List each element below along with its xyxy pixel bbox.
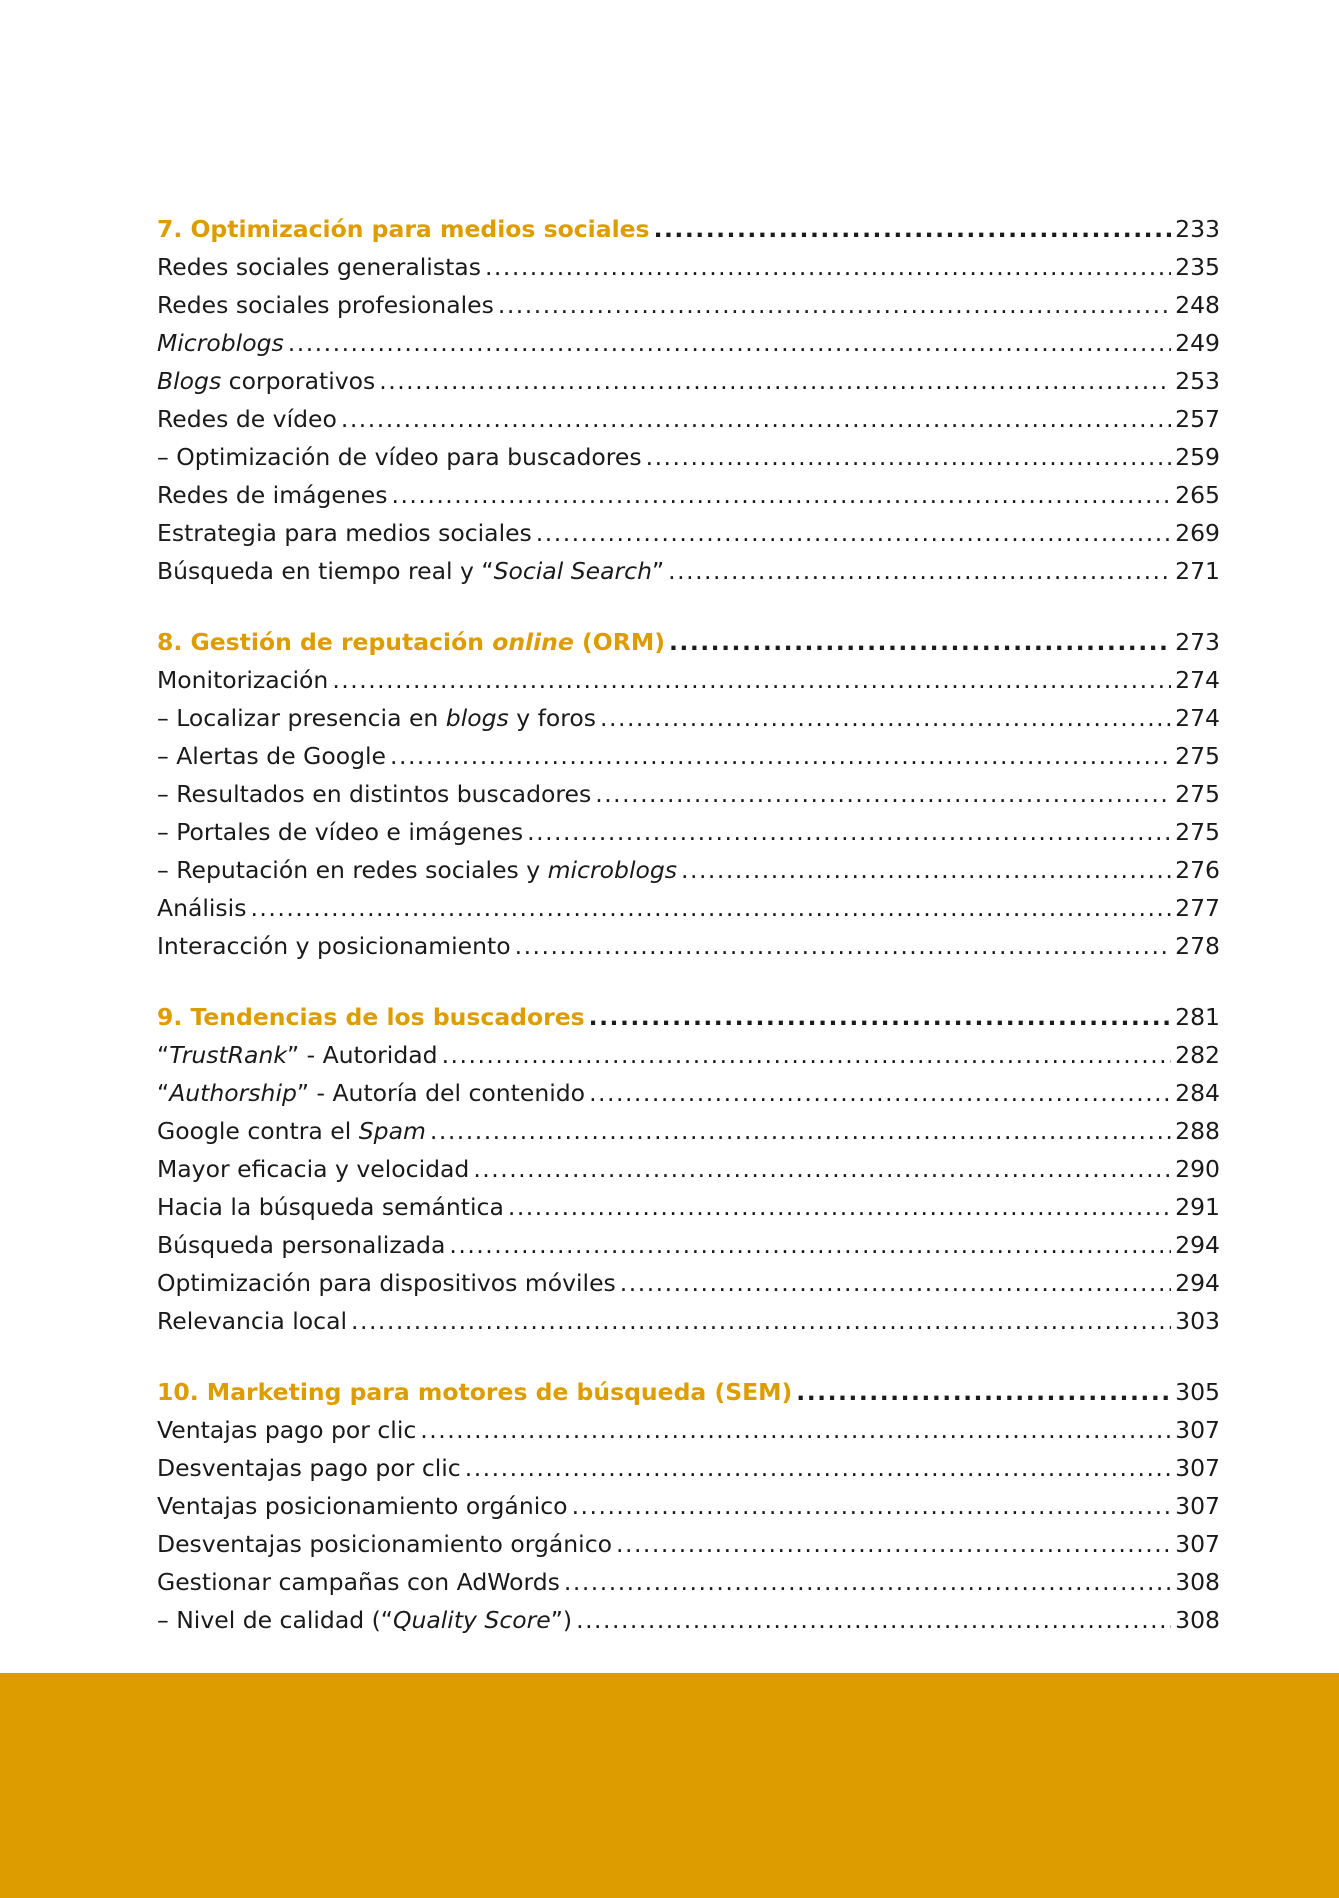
toc-section-heading[interactable] (157, 623, 1220, 661)
toc-entry[interactable] (157, 248, 1220, 286)
toc-entry[interactable] (157, 514, 1220, 552)
toc-entry[interactable] (157, 362, 1220, 400)
text-segment: – Nivel de calidad (“ (157, 1606, 393, 1634)
page-number: 281 (1175, 1003, 1220, 1031)
page-number: 282 (1175, 1041, 1220, 1069)
italic-text: blogs (445, 704, 509, 732)
page-number: 273 (1175, 628, 1220, 656)
dot-leader (351, 1302, 1171, 1340)
text-segment: Relevancia local (157, 1307, 347, 1335)
toc-entry[interactable] (157, 1563, 1220, 1601)
toc-entry[interactable] (157, 1525, 1220, 1563)
dot-leader (288, 324, 1171, 362)
text-segment: Interacción y posicionamiento (157, 932, 511, 960)
page-number: 233 (1175, 215, 1220, 243)
section-title (157, 998, 585, 1036)
text-segment: Mayor eficacia y velocidad (157, 1155, 470, 1183)
entry-title (157, 1601, 572, 1639)
italic-text: Quality Score (392, 1606, 551, 1634)
entry-title (157, 552, 664, 590)
entry-title (157, 1074, 585, 1112)
entry-title (157, 286, 494, 324)
dot-leader (341, 400, 1171, 438)
page-number: 275 (1175, 818, 1220, 846)
page-number: 291 (1175, 1193, 1220, 1221)
entry-title (157, 438, 642, 476)
entry-title (157, 889, 246, 927)
entry-title (157, 927, 511, 965)
text-segment: Optimización para dispositivos móviles (157, 1269, 616, 1297)
text-segment: Búsqueda personalizada (157, 1231, 446, 1259)
toc-entry[interactable] (157, 1226, 1220, 1264)
text-segment: “ (157, 1079, 170, 1107)
text-segment: ”) (550, 1606, 573, 1634)
text-segment: Análisis (157, 894, 247, 922)
text-segment: Ventajas pago por clic (157, 1416, 417, 1444)
page-number: 294 (1175, 1231, 1220, 1259)
text-segment: 9. Tendencias de los buscadores (157, 1003, 585, 1031)
text-segment: 10. Marketing para motores de búsqueda (SEM) (157, 1378, 793, 1406)
section-title (157, 623, 665, 661)
section-title (157, 1373, 792, 1411)
page-number: 284 (1175, 1079, 1220, 1107)
dot-leader (600, 699, 1171, 737)
entry-title (157, 1264, 616, 1302)
dot-leader (576, 1601, 1171, 1639)
entry-title (157, 1226, 445, 1264)
page-number: 249 (1175, 329, 1220, 357)
entry-title (157, 362, 375, 400)
page-number: 290 (1175, 1155, 1220, 1183)
text-segment: 7. Optimización para medios sociales (157, 215, 650, 243)
toc-entry[interactable] (157, 1188, 1220, 1226)
text-segment: Hacia la búsqueda semántica (157, 1193, 504, 1221)
toc-entry[interactable] (157, 324, 1220, 362)
text-segment: Desventajas posicionamiento orgánico (157, 1530, 613, 1558)
italic-text: microblogs (547, 856, 678, 884)
dot-leader (589, 998, 1171, 1036)
italic-text: online (492, 628, 574, 656)
dot-leader (250, 889, 1171, 927)
page-number: 303 (1175, 1307, 1220, 1335)
toc-entry[interactable] (157, 775, 1220, 813)
text-segment: – Localizar presencia en (157, 704, 446, 732)
toc-section (157, 998, 1220, 1340)
page-number: 277 (1175, 894, 1220, 922)
entry-title (157, 699, 596, 737)
text-segment: 8. Gestión de reputación (157, 628, 493, 656)
dot-leader (669, 623, 1171, 661)
text-segment: (ORM) (573, 628, 665, 656)
dot-leader (536, 514, 1171, 552)
table-of-contents (157, 210, 1220, 1672)
text-segment: – Resultados en distintos buscadores (157, 780, 592, 808)
text-segment: ” (651, 557, 665, 585)
dot-leader (620, 1264, 1171, 1302)
text-segment: Redes de imágenes (157, 481, 388, 509)
dot-leader (796, 1373, 1171, 1411)
page-number: 294 (1175, 1269, 1220, 1297)
toc-entry[interactable] (157, 476, 1220, 514)
toc-entry[interactable] (157, 699, 1220, 737)
page-number: 308 (1175, 1606, 1220, 1634)
page-number: 274 (1175, 666, 1220, 694)
page-number: 276 (1175, 856, 1220, 884)
toc-entry[interactable] (157, 1112, 1220, 1150)
text-segment: – Alertas de Google (157, 742, 386, 770)
page-number: 265 (1175, 481, 1220, 509)
entry-title (157, 1036, 438, 1074)
footer-color-band (0, 1673, 1339, 1898)
text-segment: Gestionar campañas con AdWords (157, 1568, 560, 1596)
entry-title (157, 1525, 612, 1563)
italic-text: Authorship (169, 1079, 297, 1107)
text-segment: Redes sociales generalistas (157, 253, 481, 281)
page-number: 274 (1175, 704, 1220, 732)
page-number: 269 (1175, 519, 1220, 547)
toc-entry[interactable] (157, 889, 1220, 927)
toc-entry[interactable] (157, 400, 1220, 438)
page-number: 307 (1175, 1492, 1220, 1520)
toc-entry[interactable] (157, 1601, 1220, 1639)
toc-section-heading[interactable] (157, 998, 1220, 1036)
italic-text: Social Search (493, 557, 652, 585)
dot-leader (390, 737, 1171, 775)
italic-text: Microblogs (157, 329, 284, 357)
dot-leader (508, 1188, 1171, 1226)
entry-title (157, 1487, 568, 1525)
toc-entry[interactable] (157, 1302, 1220, 1340)
toc-entry[interactable] (157, 552, 1220, 590)
dot-leader (332, 661, 1171, 699)
dot-leader (498, 286, 1171, 324)
page-number: 248 (1175, 291, 1220, 319)
toc-entry[interactable] (157, 661, 1220, 699)
section-title (157, 210, 650, 248)
italic-text: Spam (358, 1117, 426, 1145)
toc-entry[interactable] (157, 1074, 1220, 1112)
entry-title (157, 1188, 504, 1226)
text-segment: corporativos (221, 367, 376, 395)
page-number: 275 (1175, 780, 1220, 808)
page-number: 271 (1175, 557, 1220, 585)
entry-title (157, 661, 328, 699)
page-number: 288 (1175, 1117, 1220, 1145)
toc-section-heading[interactable] (157, 1373, 1220, 1411)
text-segment: Google contra el (157, 1117, 359, 1145)
page-number: 278 (1175, 932, 1220, 960)
page-number: 308 (1175, 1568, 1220, 1596)
text-segment: “ (157, 1041, 170, 1069)
toc-entry[interactable] (157, 438, 1220, 476)
page-number: 275 (1175, 742, 1220, 770)
text-segment: Estrategia para medios sociales (157, 519, 532, 547)
entry-title (157, 476, 387, 514)
entry-title (157, 775, 591, 813)
dot-leader (681, 851, 1171, 889)
text-segment: ” - Autoría del contenido (296, 1079, 586, 1107)
text-segment: – Portales de vídeo e imágenes (157, 818, 524, 846)
dot-leader (420, 1411, 1171, 1449)
entry-title (157, 1112, 426, 1150)
text-segment: Redes sociales profesionales (157, 291, 494, 319)
dot-leader (515, 927, 1172, 965)
toc-entry[interactable] (157, 1487, 1220, 1525)
page-number: 257 (1175, 405, 1220, 433)
text-segment: Redes de vídeo (157, 405, 337, 433)
entry-title (157, 1302, 347, 1340)
entry-title (157, 737, 386, 775)
dot-leader (473, 1150, 1171, 1188)
toc-section (157, 623, 1220, 965)
toc-entry[interactable] (157, 1411, 1220, 1449)
entry-title (157, 813, 523, 851)
entry-title (157, 1449, 461, 1487)
toc-section (157, 1373, 1220, 1639)
entry-title (157, 248, 481, 286)
entry-title (157, 324, 284, 362)
dot-leader (391, 476, 1171, 514)
text-segment: Ventajas posicionamiento orgánico (157, 1492, 568, 1520)
toc-entry[interactable] (157, 927, 1220, 965)
text-segment: – Reputación en redes sociales y (157, 856, 548, 884)
text-segment: Monitorización (157, 666, 329, 694)
entry-title (157, 1563, 560, 1601)
page-number: 307 (1175, 1454, 1220, 1482)
entry-title (157, 851, 677, 889)
text-segment: – Optimización de vídeo para buscadores (157, 443, 642, 471)
dot-leader (616, 1525, 1171, 1563)
dot-leader (654, 210, 1172, 248)
toc-section-heading[interactable] (157, 210, 1220, 248)
toc-entry[interactable] (157, 286, 1220, 324)
dot-leader (442, 1036, 1172, 1074)
dot-leader (646, 438, 1172, 476)
entry-title (157, 514, 532, 552)
page-number: 235 (1175, 253, 1220, 281)
page-number: 305 (1175, 1378, 1220, 1406)
dot-leader (572, 1487, 1172, 1525)
dot-leader (564, 1563, 1171, 1601)
dot-leader (449, 1226, 1171, 1264)
toc-entry[interactable] (157, 851, 1220, 889)
page-number: 253 (1175, 367, 1220, 395)
italic-text: Blogs (157, 367, 222, 395)
dot-leader (379, 362, 1171, 400)
toc-entry[interactable] (157, 1264, 1220, 1302)
dot-leader (430, 1112, 1171, 1150)
dot-leader (465, 1449, 1171, 1487)
entry-title (157, 1411, 416, 1449)
dot-leader (527, 813, 1171, 851)
dot-leader (485, 248, 1171, 286)
page-number: 307 (1175, 1416, 1220, 1444)
italic-text: TrustRank (169, 1041, 287, 1069)
entry-title (157, 400, 337, 438)
page-number: 259 (1175, 443, 1220, 471)
toc-entry[interactable] (157, 1036, 1220, 1074)
toc-entry[interactable] (157, 1449, 1220, 1487)
page-number: 307 (1175, 1530, 1220, 1558)
text-segment: Desventajas pago por clic (157, 1454, 461, 1482)
toc-entry[interactable] (157, 813, 1220, 851)
toc-section (157, 210, 1220, 590)
toc-entry[interactable] (157, 1150, 1220, 1188)
toc-entry[interactable] (157, 737, 1220, 775)
text-segment: y foros (508, 704, 597, 732)
text-segment: ” - Autoridad (286, 1041, 438, 1069)
dot-leader (668, 552, 1171, 590)
dot-leader (589, 1074, 1171, 1112)
dot-leader (595, 775, 1171, 813)
entry-title (157, 1150, 469, 1188)
text-segment: Búsqueda en tiempo real y “ (157, 557, 494, 585)
